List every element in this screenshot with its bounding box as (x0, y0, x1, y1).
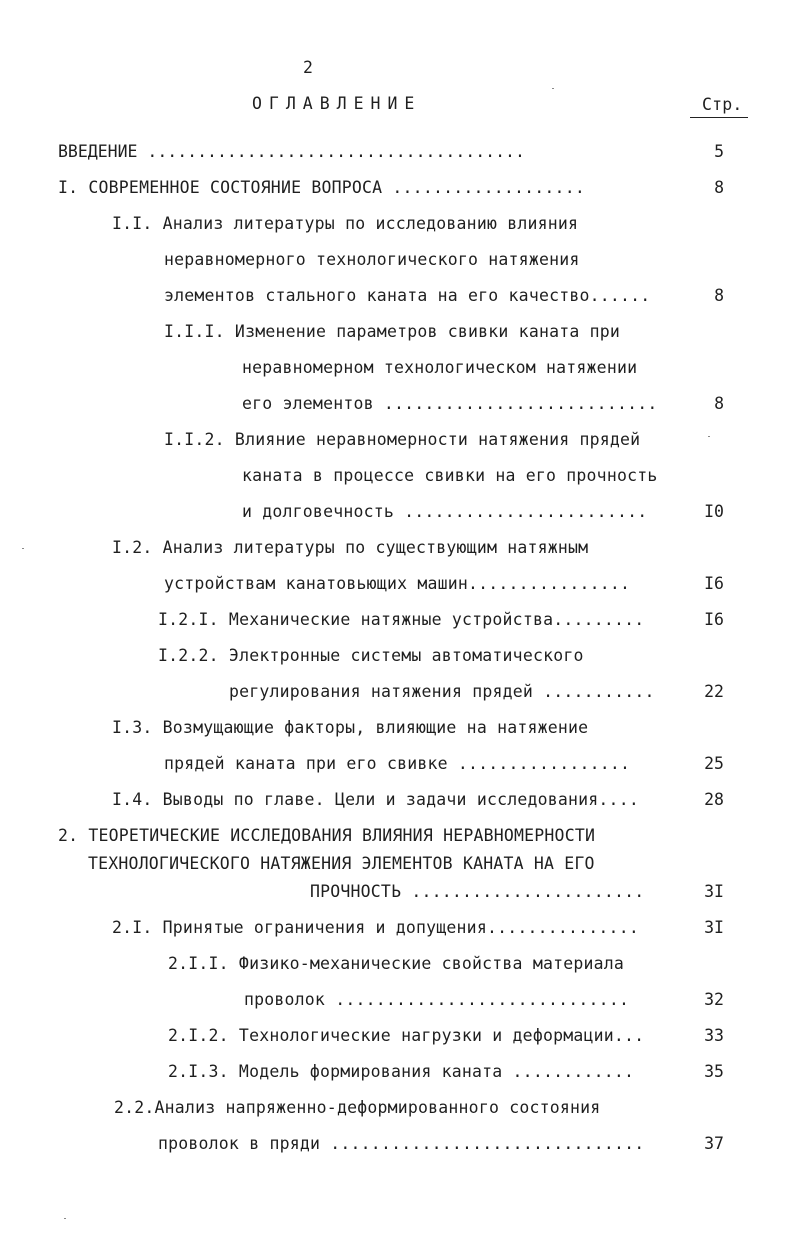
page-column-header-underline (690, 117, 748, 118)
toc-entry-2-2-line-2: проволок в пряди ............................... (158, 1134, 645, 1153)
toc-entry-2-1-2-page: 33 (704, 1026, 724, 1045)
toc-entry-1-2-2-line-2: регулирования натяжения прядей ........... (229, 682, 655, 701)
toc-entry-1-1-page: 8 (714, 286, 724, 305)
page-number: 2 (303, 58, 314, 77)
toc-entry-2-line-3: ПРОЧНОСТЬ ....................... (310, 882, 645, 901)
toc-entry-2-1-1-page: 32 (704, 990, 724, 1009)
toc-entry-2-1-3-page: 35 (704, 1062, 724, 1081)
toc-entry-2-1-2-line-1: 2.I.2. Технологические нагрузки и деформации... (168, 1026, 645, 1045)
toc-entry-1-1-line-2: неравномерного технологического натяжения (164, 250, 580, 269)
toc-entry-1-2-line-2: устройствам канатовьющих машин................ (164, 574, 631, 593)
toc-entry-1-3-line-2: прядей каната при его свивке ................. (164, 754, 631, 773)
toc-entry-2-line-2: ТЕХНОЛОГИЧЕСКОГО НАТЯЖЕНИЯ ЭЛЕМЕНТОВ КАНАТА НА ЕГО (88, 854, 595, 873)
toc-entry-1-line-1: I. СОВРЕМЕННОЕ СОСТОЯНИЕ ВОПРОСА ................... (58, 178, 585, 197)
toc-entry-1-1-2-page: I0 (704, 502, 724, 521)
toc-entry-1-1-1-line-1: I.I.I. Изменение параметров свивки каната при (164, 322, 621, 341)
toc-entry-2-1-3-line-1: 2.I.3. Модель формирования каната ............ (168, 1062, 635, 1081)
toc-title: ОГЛАВЛЕНИЕ (252, 94, 422, 113)
scan-speck (22, 548, 24, 549)
toc-entry-2-1-1-line-1: 2.I.I. Физико-механические свойства материала (168, 954, 625, 973)
toc-entry-1-1-2-line-1: I.I.2. Влияние неравномерности натяжения прядей (164, 430, 641, 449)
toc-entry-1-1-1-line-3: его элементов ........................... (242, 394, 658, 413)
toc-entry-1-2-line-1: I.2. Анализ литературы по существующим натяжным (112, 538, 589, 557)
toc-entry-1-3-line-1: I.3. Возмущающие факторы, влияющие на натяжение (112, 718, 589, 737)
toc-entry-2-page: 3I (704, 882, 724, 901)
scan-speck (64, 1218, 66, 1219)
toc-entry-2-1-line-1: 2.I. Принятые ограничения и допущения............... (112, 918, 639, 937)
toc-entry-intro-page: 5 (714, 142, 724, 161)
scan-speck (708, 436, 710, 437)
toc-entry-1-2-page: I6 (704, 574, 724, 593)
toc-entry-intro-title (58, 142, 525, 162)
toc-entry-1-3-page: 25 (704, 754, 724, 773)
scan-speck (552, 88, 554, 89)
toc-entry-1-2-2-line-1: I.2.2. Электронные системы автоматического (158, 646, 584, 665)
toc-entry-1-page: 8 (714, 178, 724, 197)
toc-entry-2-1-1-line-2: проволок ............................. (244, 990, 630, 1009)
toc-entry-1-1-line-1: I.I. Анализ литературы по исследованию влияния (112, 214, 579, 233)
toc-entry-1-1-2-line-2: каната в процессе свивки на его прочность (242, 466, 658, 485)
page-column-header: Стр. (702, 95, 743, 114)
toc-entry-1-1-1-page: 8 (714, 394, 724, 413)
toc-entry-1-1-1-line-2: неравномерном технологическом натяжении (242, 358, 638, 377)
toc-entry-2-2-line-1: 2.2.Анализ напряженно-деформированного состояния (114, 1098, 601, 1117)
toc-entry-1-4-page: 28 (704, 790, 724, 809)
toc-entry-1-2-1-page: I6 (704, 610, 724, 629)
toc-entry-intro-line-1: ВВЕДЕНИЕ ...................................... (58, 142, 525, 161)
toc-entry-1-2-2-page: 22 (704, 682, 724, 701)
toc-entry-1-1-2-line-3: и долговечность ........................ (242, 502, 648, 521)
toc-entry-2-line-1: 2. ТЕОРЕТИЧЕСКИЕ ИССЛЕДОВАНИЯ ВЛИЯНИЯ НЕРАВНОМЕРНОСТИ (58, 826, 596, 845)
toc-entry-2-1-page: 3I (704, 918, 724, 937)
toc-entry-1-4-line-1: I.4. Выводы по главе. Цели и задачи исследования.... (112, 790, 639, 809)
toc-entry-1-1-line-3: элементов стального каната на его качество...... (164, 286, 651, 305)
toc-entry-2-2-page: 37 (704, 1134, 724, 1153)
toc-entry-1-2-1-line-1: I.2.I. Механические натяжные устройства......... (158, 610, 645, 629)
